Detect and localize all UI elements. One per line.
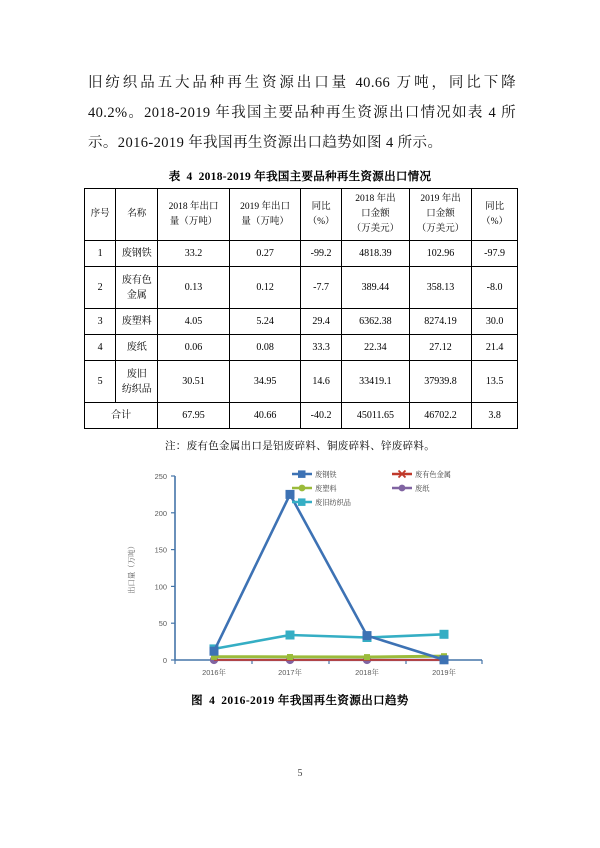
cell-seq: 1 xyxy=(85,241,116,267)
table-row xyxy=(85,309,518,335)
figure-caption-title: 2016-2019 年我国再生资源出口趋势 xyxy=(221,695,409,707)
cell-amount-2018: 4818.39 xyxy=(341,241,409,267)
cell-name: 废纸 xyxy=(116,335,158,361)
col-header-amount-2018-line3: （万美元） xyxy=(351,224,400,234)
y-tick-label-250: 250 xyxy=(154,472,167,481)
cell-quantity-2019: 0.08 xyxy=(229,335,301,361)
col-header-seq: 序号 xyxy=(85,189,116,241)
col-header-amount-2019-line2: 口金额 xyxy=(426,209,455,219)
cell-total-quantity-2018: 67.95 xyxy=(158,403,230,429)
body-paragraph: 旧纺织品五大品种再生资源出口量 40.66 万吨，同比下降 40.2%。2018-2019 年我国主要品种再生资源出口情况如表 4 所示。2016-2019 年我国再生资源出口趋势如图 4 所示。 xyxy=(88,75,516,151)
cell-amount-2019: 358.13 xyxy=(409,267,471,309)
legend-marker-scrap-steel xyxy=(298,470,306,478)
cell-name: 废塑料 xyxy=(116,309,158,335)
cell-yoy-amount: -97.9 xyxy=(472,241,518,267)
cell-yoy-amount: 21.4 xyxy=(472,335,518,361)
col-header-amount-2019-line3: （万美元） xyxy=(416,224,465,234)
cell-amount-2019: 8274.19 xyxy=(409,309,471,335)
cell-seq: 2 xyxy=(85,267,116,309)
legend-marker-waste-paper xyxy=(399,485,406,492)
y-tick-label-100: 100 xyxy=(154,582,167,592)
col-header-yoy-amount-line2: （%） xyxy=(481,216,509,227)
cell-yoy-amount: -8.0 xyxy=(472,267,518,309)
cell-name: 废钢铁 xyxy=(116,241,158,267)
legend-label-nonferrous-scrap: 废有色金属 xyxy=(415,470,451,479)
chart-svg xyxy=(120,462,500,690)
cell-total-amount-2019: 46702.2 xyxy=(409,403,471,429)
cell-quantity-2019: 34.95 xyxy=(229,361,301,403)
col-header-quantity-2019-line2: 量（万吨） xyxy=(241,216,289,227)
cell-amount-2019: 102.96 xyxy=(409,241,471,267)
figure-caption-label: 图 xyxy=(191,695,204,707)
col-header-quantity-2019-line1: 2019 年出口 xyxy=(240,201,291,212)
col-header-yoy-amount-line1: 同比 xyxy=(485,201,505,212)
cell-total-yoy-quantity: -40.2 xyxy=(301,403,342,429)
cell-name-line1: 废有色 xyxy=(121,274,152,286)
col-header-name: 名称 xyxy=(116,189,158,241)
recyclable-export-table xyxy=(84,188,518,429)
col-header-yoy-amount xyxy=(472,189,518,241)
col-header-amount-2018-line1: 2018 年出 xyxy=(355,194,396,204)
x-tick-label-2016: 2016年 xyxy=(202,668,226,677)
table-caption-title: 2018-2019 年我国主要品种再生资源出口情况 xyxy=(198,171,432,183)
table-total-row xyxy=(85,403,518,429)
col-header-yoy-quantity-line2: （%） xyxy=(307,216,335,227)
figure-caption xyxy=(0,692,600,708)
cell-quantity-2018: 0.13 xyxy=(158,267,230,309)
col-header-quantity-2019 xyxy=(229,189,301,241)
cell-yoy-quantity: 29.4 xyxy=(301,309,342,335)
col-header-amount-2019 xyxy=(409,189,471,241)
cell-amount-2019: 27.12 xyxy=(409,335,471,361)
cell-yoy-quantity: -7.7 xyxy=(301,267,342,309)
chart-legend xyxy=(292,470,451,507)
y-tick-label-200: 200 xyxy=(154,508,167,518)
y-tick-label-150: 150 xyxy=(154,545,167,555)
cell-yoy-amount: 30.0 xyxy=(472,309,518,335)
table-header-row xyxy=(85,189,518,241)
cell-name xyxy=(116,267,158,309)
col-header-yoy-quantity xyxy=(301,189,342,241)
cell-seq: 4 xyxy=(85,335,116,361)
cell-amount-2019: 37939.8 xyxy=(409,361,471,403)
x-tick-label-2018: 2018年 xyxy=(355,668,379,677)
cell-seq: 5 xyxy=(85,361,116,403)
export-trend-chart xyxy=(120,462,500,690)
cell-total-amount-2018: 45011.65 xyxy=(341,403,409,429)
cell-quantity-2019: 0.27 xyxy=(229,241,301,267)
y-tick-label-0: 0 xyxy=(162,656,167,665)
legend-label-waste-paper: 废纸 xyxy=(415,484,430,493)
table-caption xyxy=(0,168,600,184)
cell-quantity-2018: 4.05 xyxy=(158,309,230,335)
legend-label-scrap-steel: 废钢铁 xyxy=(315,470,337,479)
col-header-quantity-2018 xyxy=(158,189,230,241)
col-header-quantity-2018-line2: 量（万吨） xyxy=(169,216,218,227)
table-row xyxy=(85,361,518,403)
page-number: 5 xyxy=(297,768,303,779)
cell-yoy-quantity: 14.6 xyxy=(301,361,342,403)
cell-quantity-2018: 33.2 xyxy=(158,241,230,267)
table-row xyxy=(85,335,518,361)
col-header-amount-2018 xyxy=(341,189,409,241)
col-header-amount-2019-line1: 2019 年出 xyxy=(420,194,461,204)
cell-amount-2018: 6362.38 xyxy=(341,309,409,335)
cell-yoy-amount: 13.5 xyxy=(472,361,518,403)
cell-amount-2018: 33419.1 xyxy=(341,361,409,403)
cell-quantity-2018: 0.06 xyxy=(158,335,230,361)
x-tick-label-2017: 2017年 xyxy=(278,668,302,677)
cell-quantity-2019: 0.12 xyxy=(229,267,301,309)
cell-name-line2: 金属 xyxy=(126,289,147,301)
y-axis-ticks xyxy=(155,472,175,665)
cell-amount-2018: 389.44 xyxy=(341,267,409,309)
cell-total-yoy-amount: 3.8 xyxy=(472,403,518,429)
legend-label-used-textiles: 废旧纺织品 xyxy=(315,498,351,507)
cell-total-label: 合计 xyxy=(85,403,158,429)
table-caption-label: 表 xyxy=(168,171,181,183)
col-header-amount-2018-line2: 口金额 xyxy=(361,209,390,219)
cell-total-quantity-2019: 40.66 xyxy=(229,403,301,429)
y-axis-title: 出口量（万吨） xyxy=(127,542,136,594)
y-tick-label-50: 50 xyxy=(158,619,167,629)
table-caption-number: 4 xyxy=(186,171,193,183)
table-row xyxy=(85,267,518,309)
cell-name-line2: 纺织品 xyxy=(121,383,152,395)
series-line-scrap-steel xyxy=(210,490,449,664)
legend-marker-used-textiles xyxy=(298,498,306,506)
col-header-quantity-2018-line1: 2018 年出口 xyxy=(168,201,219,212)
figure-caption-number: 4 xyxy=(209,695,216,707)
cell-name-line1: 废旧 xyxy=(126,368,147,380)
cell-yoy-quantity: 33.3 xyxy=(301,335,342,361)
legend-marker-waste-plastic xyxy=(299,485,306,492)
legend-label-waste-plastic: 废塑料 xyxy=(315,484,337,493)
table-note: 注：废有色金属出口是铝废碎料、铜废碎料、锌废碎料。 xyxy=(165,441,435,452)
cell-name xyxy=(116,361,158,403)
cell-amount-2018: 22.34 xyxy=(341,335,409,361)
x-tick-label-2019: 2019年 xyxy=(432,668,456,677)
cell-quantity-2018: 30.51 xyxy=(158,361,230,403)
table-row xyxy=(85,241,518,267)
cell-quantity-2019: 5.24 xyxy=(229,309,301,335)
cell-yoy-quantity: -99.2 xyxy=(301,241,342,267)
cell-seq: 3 xyxy=(85,309,116,335)
col-header-yoy-quantity-line1: 同比 xyxy=(311,201,331,212)
